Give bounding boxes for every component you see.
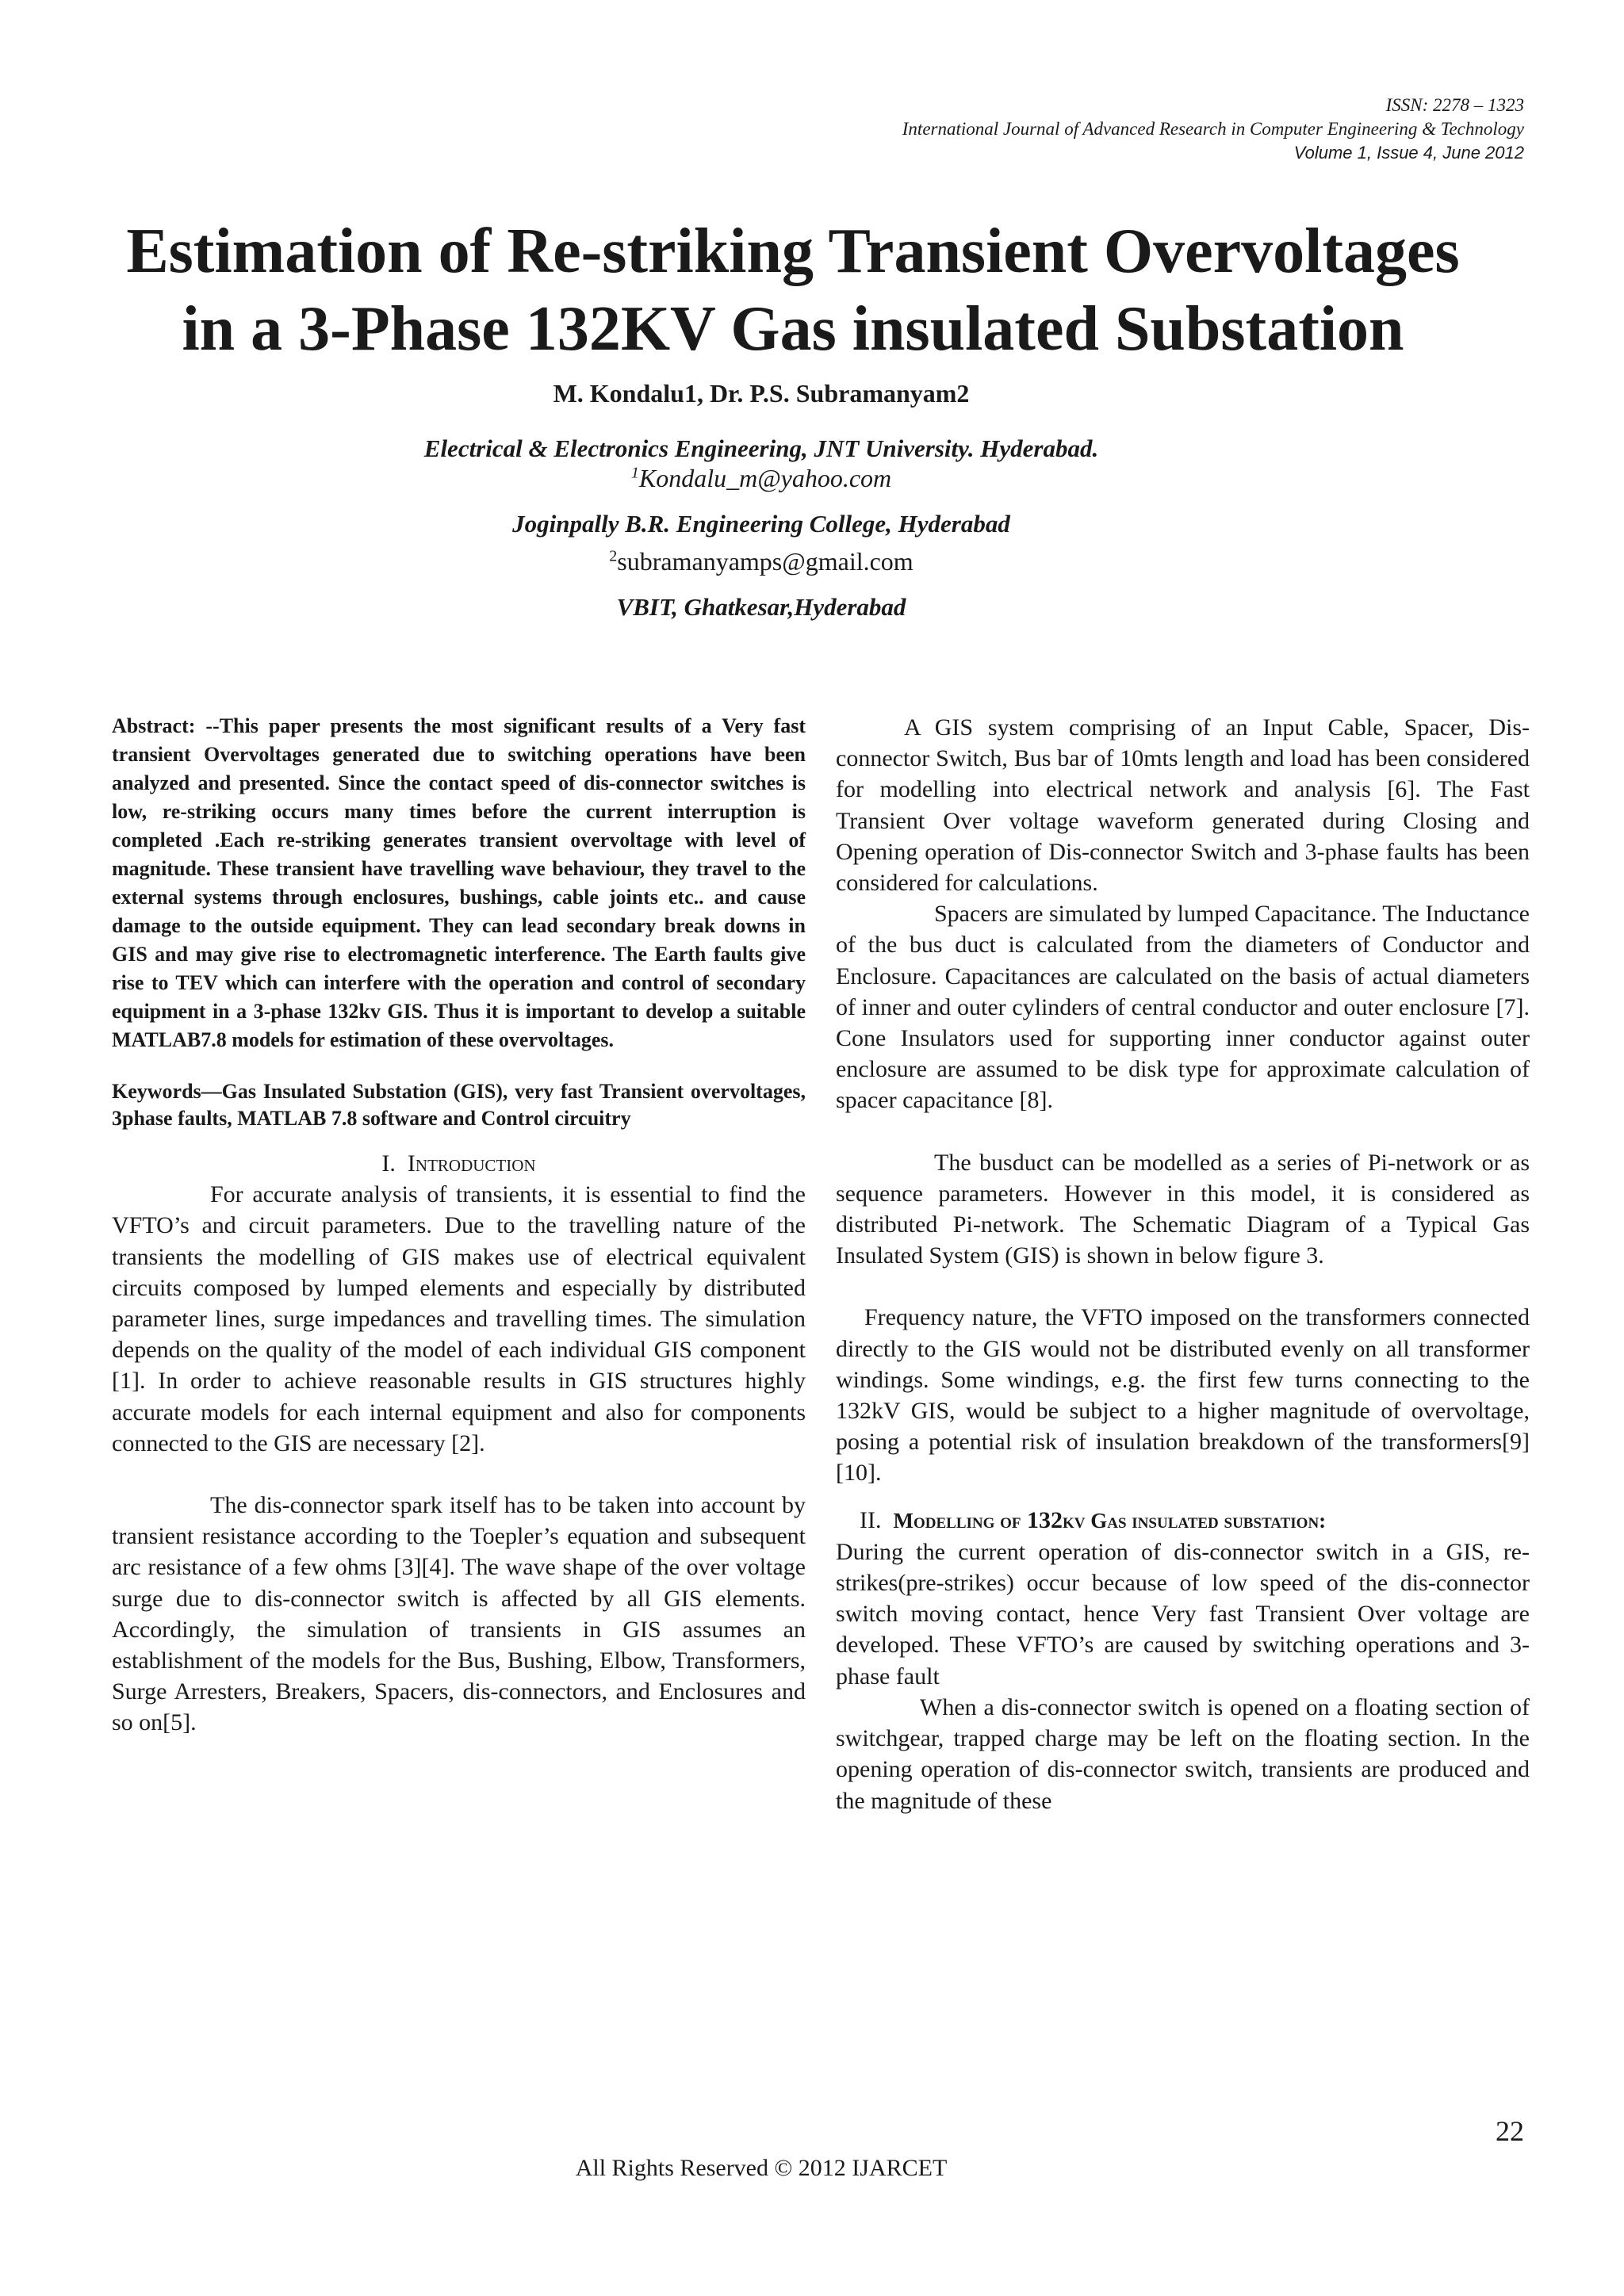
section-2-title-a: Modelling of xyxy=(893,1508,1021,1533)
abstract xyxy=(112,712,806,1054)
right-paragraph-2: Spacers are simulated by lumped Capacitance. The Inductance of the bus duct is calculated from the diameters of Conductor and Enclosure. Capacitances are calculated on the basis of actual diameters of inner and outer cylinders of central conductor and outer enclosure [7]. Cone Insulators used for supporting inner conductor against outer enclosure are assumed to be disk type for approximate calculation of spacer capacitance [8]. xyxy=(836,901,1530,1114)
section-1-title: Introduction xyxy=(407,1150,536,1177)
intro-paragraph-1: For accurate analysis of transients, it is essential to find the VFTO’s and circuit parameters. Due to the travelling nature of the transients the modelling of GIS makes use of electrical equivalent circuits composed by lumped elements and especially by distributed parameter lines, surge impedances and travelling times. The simulation depends on the quality of the model of each individual GIS component [1]. In order to achieve reasonable results in GIS structures highly accurate models for each internal equipment and also for components connected to the GIS are necessary [2]. xyxy=(112,1181,806,1456)
section-2-title-c: kv Gas insulated substation: xyxy=(1063,1508,1327,1533)
affiliation-dept: Electrical & Electronics Engineering, JNT University. Hyderabad. xyxy=(423,434,1099,462)
email-1-sup: 1 xyxy=(630,464,639,482)
email-1 xyxy=(0,464,1522,493)
journal-header xyxy=(902,94,1524,165)
title-line-2: in a 3-Phase 132KV Gas insulated Substation xyxy=(182,294,1404,364)
title-line-1: Estimation of Re-striking Transient Overvoltages xyxy=(126,216,1460,286)
abstract-label: Abstract xyxy=(112,714,189,737)
section-2-title-b: 132 xyxy=(1027,1506,1063,1533)
email-1-text: Kondalu_m@yahoo.com xyxy=(638,464,892,492)
left-column xyxy=(112,712,806,1739)
email-2-text: subramanyamps@gmail.com xyxy=(617,547,914,576)
journal-name: International Journal of Advanced Research in Computer Engineering & Technology xyxy=(902,119,1524,139)
section-1-heading xyxy=(112,1148,806,1179)
section-2-number: II. xyxy=(860,1506,882,1533)
right-paragraph-5: During the current operation of dis-connector switch in a GIS, re-strikes(pre-strikes) occur because of low speed of the dis-connector switch moving contact, hence Very fast Transient Over voltage are developed. These VFTO’s are caused by switching operations and 3-phase fault xyxy=(836,1538,1530,1689)
email-2-sup: 2 xyxy=(609,547,618,565)
right-paragraph-4: Frequency nature, the VFTO imposed on the transformers connected directly to the GIS would not be distributed evenly on all transformer windings. Some windings, e.g. the first few turns connecting to the 132kV GIS, would be subject to a higher magnitude of overvoltage, posing a potential risk of insulation breakdown of the transformers[9][10]. xyxy=(836,1304,1530,1487)
authors: M. Kondalu1, Dr. P.S. Subramanyam2 xyxy=(553,379,970,408)
issn: ISSN: 2278 – 1323 xyxy=(1385,95,1524,115)
affiliation-college-2: VBIT, Ghatkesar,Hyderabad xyxy=(616,593,906,621)
affiliation-college-1: Jogin​pally B.R. Engineering College, Hyderabad xyxy=(512,510,1010,538)
email-2 xyxy=(0,547,1522,576)
page-number: 22 xyxy=(1496,2115,1524,2147)
footer-copyright: All Rights Reserved © 2012 IJARCET xyxy=(575,2155,948,2181)
right-column xyxy=(836,712,1530,1816)
abstract-text: : --This paper presents the most significant results of a Very fast transient Overvoltages generated due to switching operations have been analyzed and presented. Since the contact speed of dis-connector switches is low, re-striking occurs many times before the current interruption is completed .Each re-striking generates transient overvoltage with level of magnitude. These transient have travelling wave behaviour, they travel to the external systems through enclosures, bushings, cable joints etc.. and cause damage to the outside equipment. They can lead secondary break downs in GIS and may give rise to electromagnetic interference. The Earth faults give rise to TEV which can interfere with the operation and control of secondary equipment in a 3-phase 132kv GIS. Thus it is important to develop a suitable MATLAB7.8 models for estimation of these overvoltages. xyxy=(112,714,806,1051)
right-paragraph-1: A GIS system comprising of an Input Cable, Spacer, Dis-connector Switch, Bus bar of 10mts length and load has been considered for modelling into electrical network and analysis [6]. The Fast Transient Over voltage waveform generated during Closing and Opening operation of Dis-connector Switch and 3-phase faults has been considered for calculations. xyxy=(836,714,1530,897)
section-1-number: I. xyxy=(381,1150,396,1177)
intro-paragraph-2: The dis-connector spark itself has to be taken into account by transient resistance according to the Toepler’s equation and subsequent arc resistance of a few ohms [3][4]. The wave shape of the over voltage surge due to dis-connector switch is affected by all GIS elements. Accordingly, the simulation of transients in GIS assumes an establishment of the models for the Bus, Bushing, Elbow, Transformers, Surge Arresters, Breakers, Spacers, dis-connectors, and Enclosures and so on[5]. xyxy=(112,1492,806,1736)
section-2-heading xyxy=(836,1505,1530,1536)
right-paragraph-3: The busduct can be modelled as a series of Pi-network or as sequence parameters. However in this model, it is considered as distributed Pi-network. The Schematic Diagram of a Typical Gas Insulated System (GIS) is shown in below figure 3. xyxy=(836,1149,1530,1269)
right-paragraph-6: When a dis-connector switch is opened on a floating section of switchgear, trapped charge may be left on the floating section. In the opening operation of dis-connector switch, transients are produced and the magnitude of these xyxy=(836,1693,1530,1814)
paper-title xyxy=(0,212,1586,368)
keywords: Keywords—Gas Insulated Substation (GIS), very fast Transient overvoltages, 3phase faults, MATLAB 7.8 software and Control circuitry xyxy=(112,1080,806,1130)
volume-info: Volume 1, Issue 4, June 2012 xyxy=(1293,143,1524,163)
